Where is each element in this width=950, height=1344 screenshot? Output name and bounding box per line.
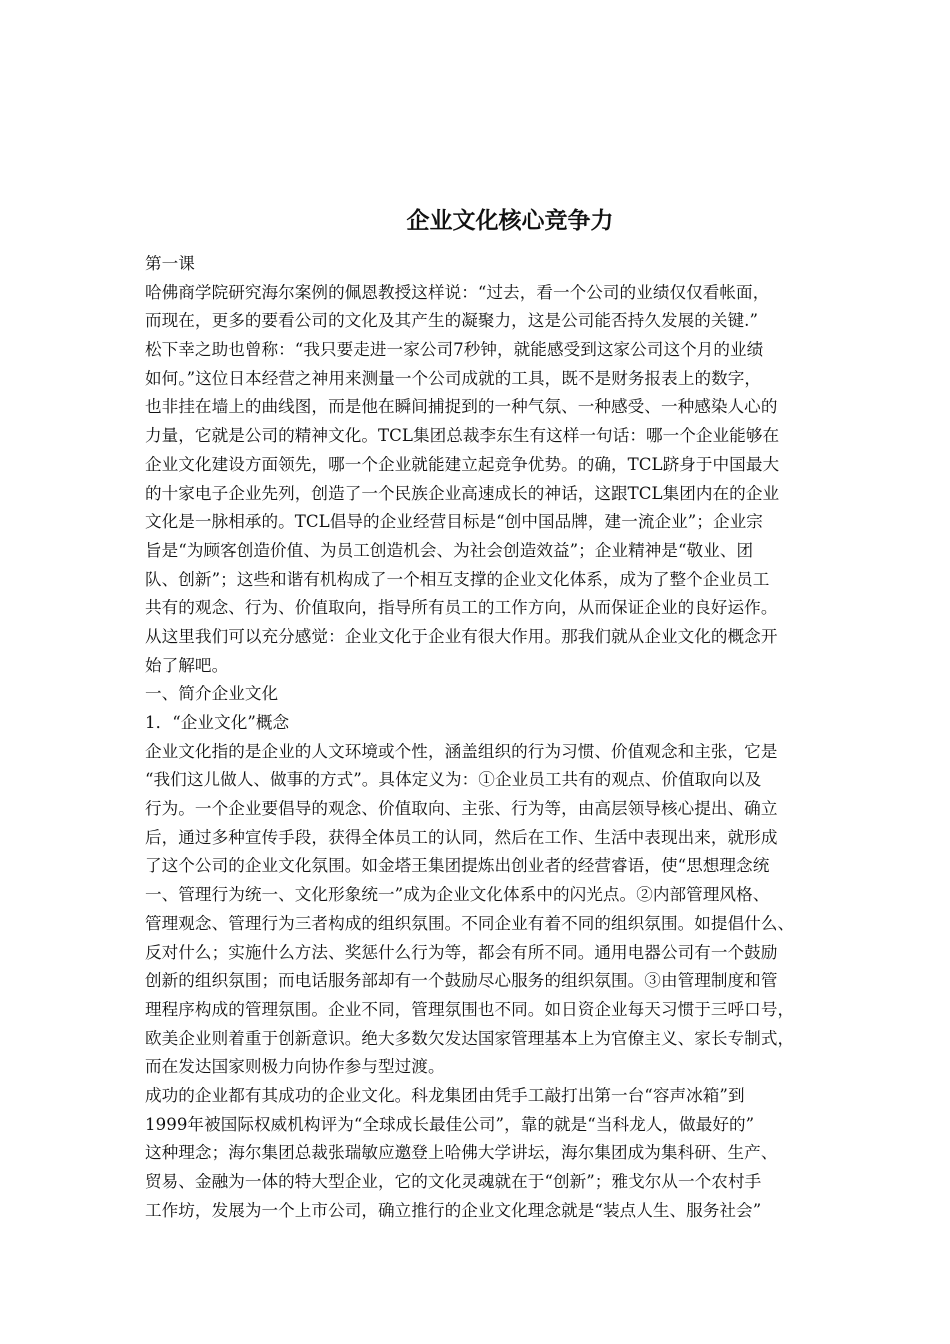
text-line: 1999年被国际权威机构评为“全球成长最佳公司”，靠的就是“当科龙人，做最好的”	[145, 1114, 755, 1134]
text-line: 理程序构成的管理氛围。企业不同，管理氛围也不同。如日资企业每天习惯于三呼口号，	[145, 999, 795, 1019]
text-line: 如何。”这位日本经营之神用来测量一个公司成就的工具，既不是财务报表上的数字，	[145, 368, 762, 388]
text-line: 行为。一个企业要倡导的观念、价值取向、主张、行为等，由高层领导核心提出、确立	[145, 799, 778, 819]
text-line: 而现在，更多的要看公司的文化及其产生的凝聚力，这是公司能否持久发展的关键.”	[145, 311, 759, 331]
document-title: 企业文化核心竞争力	[406, 207, 614, 234]
text-line: “我们这儿做人、做事的方式”。具体定义为：①企业员工共有的观点、价值取向以及	[145, 770, 762, 790]
text-line: 了这个公司的企业文化氛围。如金塔王集团提炼出创业者的经营睿语，使“思想理念统	[145, 856, 770, 876]
text-line: 力量，它就是公司的精神文化。TCL集团总裁李东生有这样一句话：哪一个企业能够在	[145, 426, 780, 446]
section-heading: 一、简介企业文化	[145, 684, 279, 704]
text-line: 从这里我们可以充分感觉：企业文化于企业有很大作用。那我们就从企业文化的概念开	[145, 626, 778, 646]
text-line: 欧美企业则着重于创新意识。绝大多数欠发达国家管理基本上为官僚主义、家长专制式，	[145, 1028, 795, 1048]
text-line: 工作坊，发展为一个上市公司，确立推行的企业文化理念就是“装点人生、服务社会”	[145, 1200, 762, 1220]
text-line: 队、创新”；这些和谐有机构成了一个相互支撑的企业文化体系，成为了整个企业员工	[145, 569, 770, 589]
text-line: 这种理念；海尔集团总裁张瑞敏应邀登上哈佛大学讲坛，海尔集团成为集科研、生产、	[145, 1143, 778, 1163]
text-line: 一、管理行为统一、文化形象统一”成为企业文化体系中的闪光点。②内部管理风格、	[145, 885, 770, 905]
text-line: 贸易、金融为一体的特大型企业，它的文化灵魂就在于“创新”；雅戈尔从一个农村手	[145, 1172, 762, 1191]
text-line: 而在发达国家则极力向协作参与型过渡。	[145, 1057, 445, 1077]
text-line: 反对什么；实施什么方法、奖惩什么行为等，都会有所不同。通用电器公司有一个鼓励	[145, 942, 778, 962]
text-line: 文化是一脉相承的。TCL倡导的企业经营目标是“创中国品牌，建一流企业”；企业宗	[145, 512, 763, 532]
text-line: 创新的组织氛围；而电话服务部却有一个鼓励尽心服务的组织氛围。③由管理制度和管	[145, 971, 778, 991]
text-line: 成功的企业都有其成功的企业文化。科龙集团由凭手工敲打出第一台“容声冰箱”到	[145, 1085, 745, 1105]
text-line: 哈佛商学院研究海尔案例的佩恩教授这样说：“过去，看一个公司的业绩仅仅看帐面，	[145, 282, 770, 302]
text-line: 共有的观念、行为、价值取向，指导所有员工的工作方向，从而保证企业的良好运作。	[145, 598, 778, 618]
text-line: 后，通过多种宣传手段，获得全体员工的认同，然后在工作、生活中表现出来，就形成	[145, 827, 778, 847]
text-line: 松下幸之助也曾称：“我只要走进一家公司7秒钟，就能感受到这家公司这个月的业绩	[145, 340, 764, 360]
text-line: 也非挂在墙上的曲线图，而是他在瞬间捕捉到的一种气氛、一种感受、一种感染人心的	[145, 397, 778, 417]
text-line: 企业文化指的是企业的人文环境或个性，涵盖组织的行为习惯、价值观念和主张，它是	[145, 741, 778, 761]
document-body	[145, 250, 885, 1225]
text-line: 旨是“为顾客创造价值、为员工创造机会、为社会创造效益”；企业精神是“敬业、团	[145, 540, 754, 560]
text-line: 第一课	[145, 254, 195, 273]
text-line: 管理观念、管理行为三者构成的组织氛围。不同企业有着不同的组织氛围。如提倡什么、	[145, 913, 795, 933]
text-line: 的十家电子企业先列，创造了一个民族企业高速成长的神话，这跟TCL集团内在的企业	[145, 483, 780, 503]
text-line: 企业文化建设方面领先，哪一个企业就能建立起竞争优势。的确，TCL跻身于中国最大	[145, 454, 780, 474]
subsection-heading: 1．“企业文化”概念	[145, 713, 290, 732]
text-line: 始了解吧。	[145, 655, 229, 675]
